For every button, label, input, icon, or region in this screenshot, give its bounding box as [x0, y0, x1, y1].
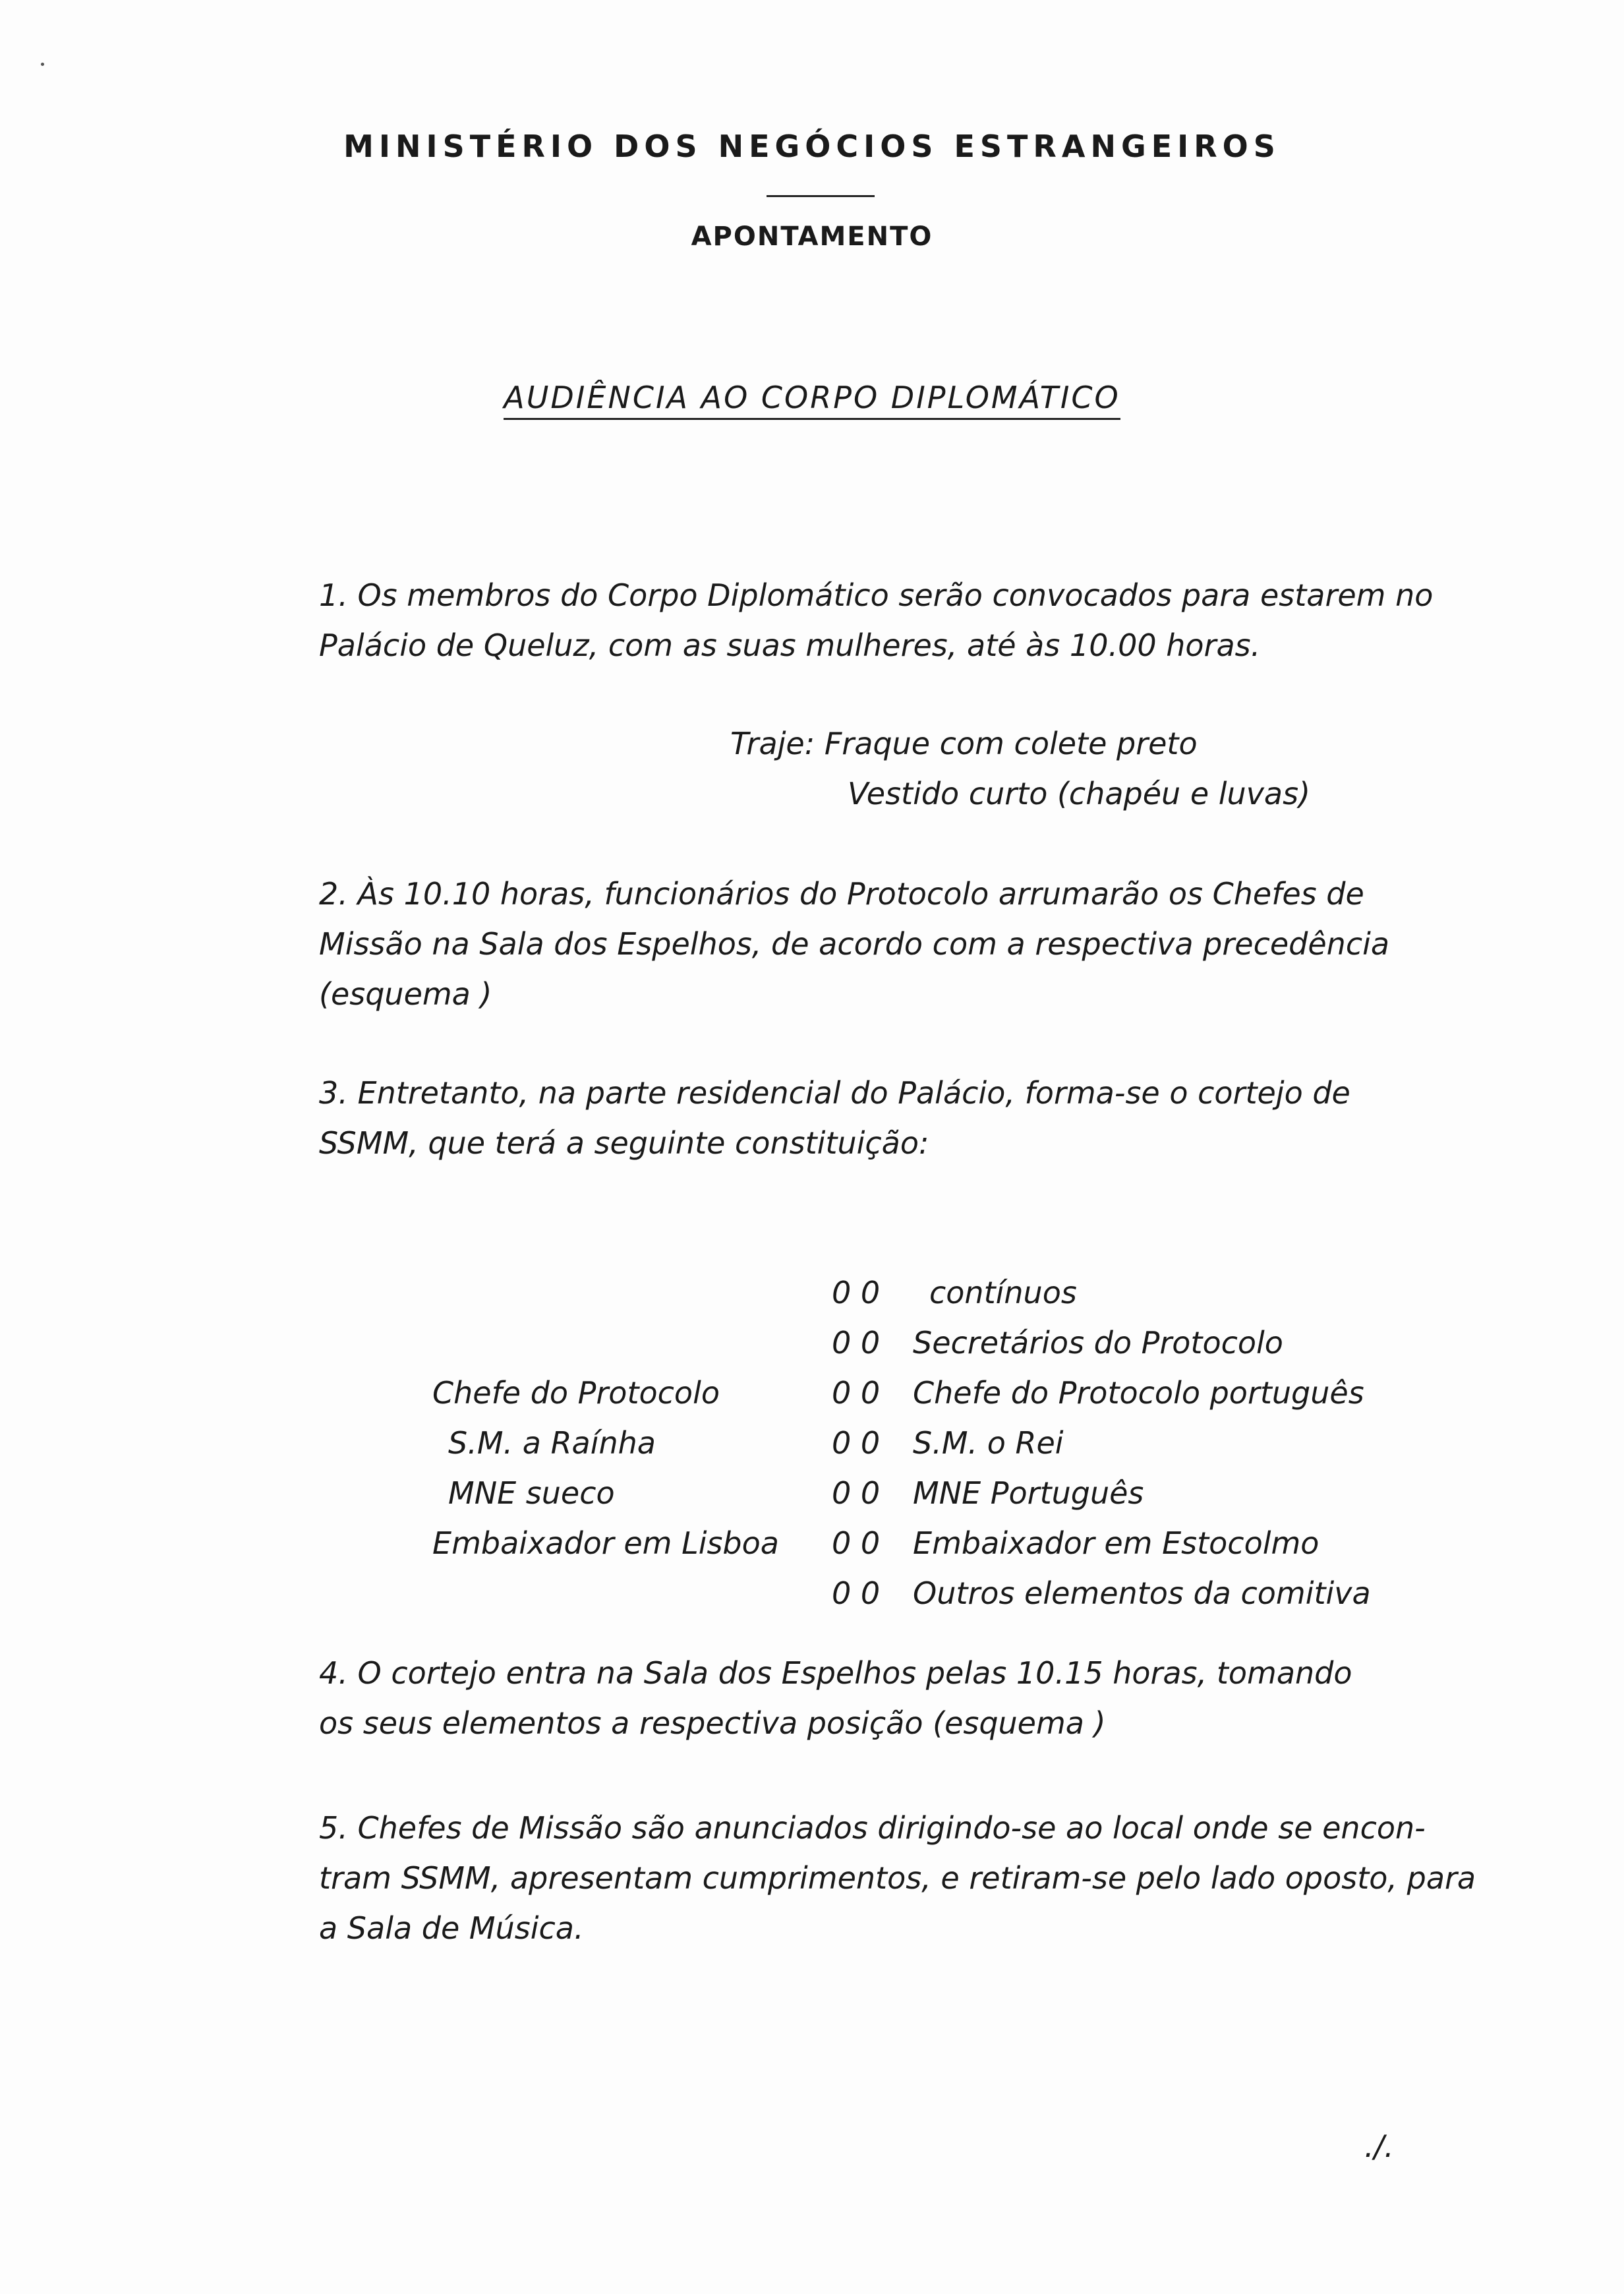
paragraph-line: Missão na Sala dos Espelhos, de acordo com a respectiva precedência: [319, 926, 1390, 962]
paragraph-line: os seus elementos a respectiva posição (esquema ): [319, 1705, 1106, 1741]
cortejo-right: MNE Português: [913, 1475, 1144, 1511]
cortejo-right: Embaixador em Estocolmo: [913, 1525, 1320, 1561]
cortejo-row: [0, 1518, 1624, 1568]
cortejo-left: Chefe do Protocolo: [432, 1375, 720, 1411]
paragraph-line: tram SSMM, apresentam cumprimentos, e retiram-se pelo lado oposto, para: [319, 1860, 1476, 1896]
cortejo-marks: 0 0: [832, 1575, 881, 1611]
cortejo-right: Outros elementos da comitiva: [913, 1575, 1371, 1611]
cortejo-row: [0, 1418, 1624, 1468]
paragraph-line: 4. O cortejo entra na Sala dos Espelhos pelas 10.15 horas, tomando: [319, 1655, 1352, 1691]
cortejo-marks: 0 0: [832, 1275, 881, 1310]
paragraph-line: 1. Os membros do Corpo Diplomático serão convocados para estarem no: [319, 577, 1434, 613]
cortejo-marks: 0 0: [832, 1525, 881, 1561]
cortejo-left: S.M. a Raínha: [448, 1425, 656, 1461]
paragraph-line: a Sala de Música.: [319, 1910, 584, 1946]
paragraph-5: [319, 1803, 1532, 1953]
cortejo-row: [0, 1568, 1624, 1618]
cortejo-right: S.M. o Rei: [913, 1425, 1064, 1461]
cortejo-left: MNE sueco: [448, 1475, 615, 1511]
paragraph-line: Palácio de Queluz, com as suas mulheres, até às 10.00 horas.: [319, 628, 1261, 663]
cortejo-left: Embaixador em Lisboa: [432, 1525, 779, 1561]
paragraph-line: SSMM, que terá a seguinte constituição:: [319, 1125, 929, 1161]
paragraph-line: 5. Chefes de Missão são anunciados dirigindo-se ao local onde se encon-: [319, 1810, 1426, 1846]
cortejo-right: Chefe do Protocolo português: [913, 1375, 1364, 1411]
paragraph-1: [319, 570, 1532, 670]
paragraph-2: [319, 869, 1532, 1019]
paragraph-3: [319, 1068, 1532, 1168]
cortejo-row: [0, 1468, 1624, 1518]
paragraph-4: [319, 1648, 1532, 1748]
ministry-header: MINISTÉRIO DOS NEGÓCIOS ESTRANGEIROS: [343, 129, 1281, 164]
document-type: APONTAMENTO: [691, 221, 933, 252]
dress-code-men: Traje: Fraque com colete preto: [730, 726, 1198, 761]
dress-code-women: Vestido curto (chapéu e luvas): [848, 776, 1311, 811]
dress-code: [730, 719, 1310, 819]
cortejo-marks: 0 0: [832, 1425, 881, 1461]
cortejo-row: [0, 1268, 1624, 1318]
cortejo-right: contínuos: [929, 1275, 1077, 1310]
header-divider: [767, 195, 875, 197]
continuation-mark: ./.: [1364, 2129, 1394, 2164]
cortejo-right: Secretários do Protocolo: [913, 1325, 1283, 1361]
cortejo-row: [0, 1368, 1624, 1418]
paragraph-line: (esquema ): [319, 976, 492, 1012]
cortejo-marks: 0 0: [832, 1325, 881, 1361]
cortejo-marks: 0 0: [832, 1475, 881, 1511]
cortejo-row: [0, 1318, 1624, 1368]
paragraph-line: 3. Entretanto, na parte residencial do Palácio, forma-se o cortejo de: [319, 1075, 1350, 1111]
scan-speck: [41, 63, 44, 66]
subject-text: AUDIÊNCIA AO CORPO DIPLOMÁTICO: [504, 380, 1120, 420]
paragraph-line: 2. Às 10.10 horas, funcionários do Protocolo arrumarão os Chefes de: [319, 876, 1364, 912]
cortejo-marks: 0 0: [832, 1375, 881, 1411]
subject-line: [0, 372, 1624, 423]
